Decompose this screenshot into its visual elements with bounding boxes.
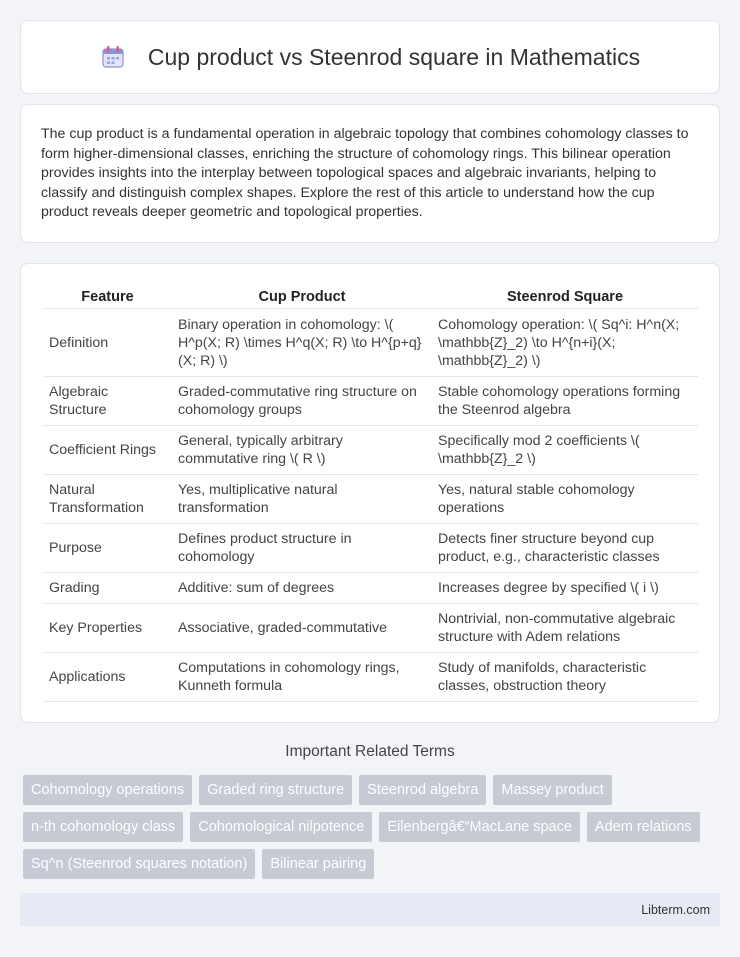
- row-feature: Definition: [43, 309, 172, 377]
- comparison-table: [43, 284, 698, 702]
- row-steenrod-square: Detects finer structure beyond cup product, e.g., characteristic classes: [432, 524, 698, 573]
- related-term-tag[interactable]: Adem relations: [587, 812, 700, 842]
- row-steenrod-square: Increases degree by specified \( i \): [432, 573, 698, 604]
- table-row: [43, 309, 698, 377]
- row-feature: Applications: [43, 653, 172, 702]
- table-row: [43, 524, 698, 573]
- related-term-tag[interactable]: n-th cohomology class: [23, 812, 183, 842]
- related-terms-title: Important Related Terms: [285, 743, 455, 760]
- row-steenrod-square: Specifically mod 2 coefficients \( \mathbb{Z}_2 \): [432, 426, 698, 475]
- related-terms-list: [23, 775, 723, 886]
- table-row: [43, 426, 698, 475]
- related-term-tag[interactable]: Sq^n (Steenrod squares notation): [23, 849, 255, 879]
- row-steenrod-square: Study of manifolds, characteristic classes, obstruction theory: [432, 653, 698, 702]
- row-steenrod-square: Nontrivial, non-commutative algebraic structure with Adem relations: [432, 604, 698, 653]
- table-row: [43, 604, 698, 653]
- related-term-tag[interactable]: Bilinear pairing: [262, 849, 374, 879]
- row-cup-product: Graded-commutative ring structure on cohomology groups: [172, 377, 432, 426]
- table-row: [43, 475, 698, 524]
- row-cup-product: Yes, multiplicative natural transformation: [172, 475, 432, 524]
- row-steenrod-square: Stable cohomology operations forming the Steenrod algebra: [432, 377, 698, 426]
- related-term-tag[interactable]: Eilenbergâ€“MacLane space: [379, 812, 580, 842]
- row-cup-product: Computations in cohomology rings, Kunneth formula: [172, 653, 432, 702]
- header-steenrod-square: Steenrod Square: [432, 284, 698, 309]
- row-cup-product: Additive: sum of degrees: [172, 573, 432, 604]
- row-feature: Coefficient Rings: [43, 426, 172, 475]
- page-header: [20, 20, 720, 94]
- related-term-tag[interactable]: Massey product: [493, 775, 611, 805]
- intro-section: [20, 104, 720, 243]
- row-cup-product: Binary operation in cohomology: \( H^p(X; R) \times H^q(X; R) \to H^{p+q}(X; R) \): [172, 309, 432, 377]
- table-header-row: [43, 284, 698, 309]
- row-steenrod-square: Yes, natural stable cohomology operations: [432, 475, 698, 524]
- related-term-tag[interactable]: Cohomological nilpotence: [190, 812, 372, 842]
- page-title: Cup product vs Steenrod square in Mathematics: [147, 43, 641, 70]
- row-feature: Algebraic Structure: [43, 377, 172, 426]
- comparison-table-card: [20, 263, 720, 723]
- table-row: [43, 573, 698, 604]
- footer-brand-link[interactable]: Libterm.com: [641, 902, 710, 917]
- row-cup-product: Associative, graded-commutative: [172, 604, 432, 653]
- row-feature: Purpose: [43, 524, 172, 573]
- row-feature: Grading: [43, 573, 172, 604]
- calendar-icon: [100, 44, 126, 70]
- related-term-tag[interactable]: Cohomology operations: [23, 775, 192, 805]
- row-cup-product: Defines product structure in cohomology: [172, 524, 432, 573]
- page-footer: [20, 893, 720, 926]
- related-term-tag[interactable]: Graded ring structure: [199, 775, 352, 805]
- row-cup-product: General, typically arbitrary commutative ring \( R \): [172, 426, 432, 475]
- intro-text: The cup product is a fundamental operation in algebraic topology that combines cohomology classes to form higher-dimensional classes, enriching the structure of cohomology rings. This bilinear operation provides insights into the interplay between topological spaces and algebraic invariants, helping to classify and distinguish complex shapes. Explore the rest of this article to understand how the cup product reveals deeper geometric and topological properties.: [41, 126, 689, 220]
- row-feature: Key Properties: [43, 604, 172, 653]
- row-feature: Natural Transformation: [43, 475, 172, 524]
- table-row: [43, 377, 698, 426]
- row-steenrod-square: Cohomology operation: \( Sq^i: H^n(X; \mathbb{Z}_2) \to H^{n+i}(X; \mathbb{Z}_2) \): [432, 309, 698, 377]
- header-feature: Feature: [43, 284, 172, 309]
- header-cup-product: Cup Product: [172, 284, 432, 309]
- table-row: [43, 653, 698, 702]
- related-term-tag[interactable]: Steenrod algebra: [359, 775, 486, 805]
